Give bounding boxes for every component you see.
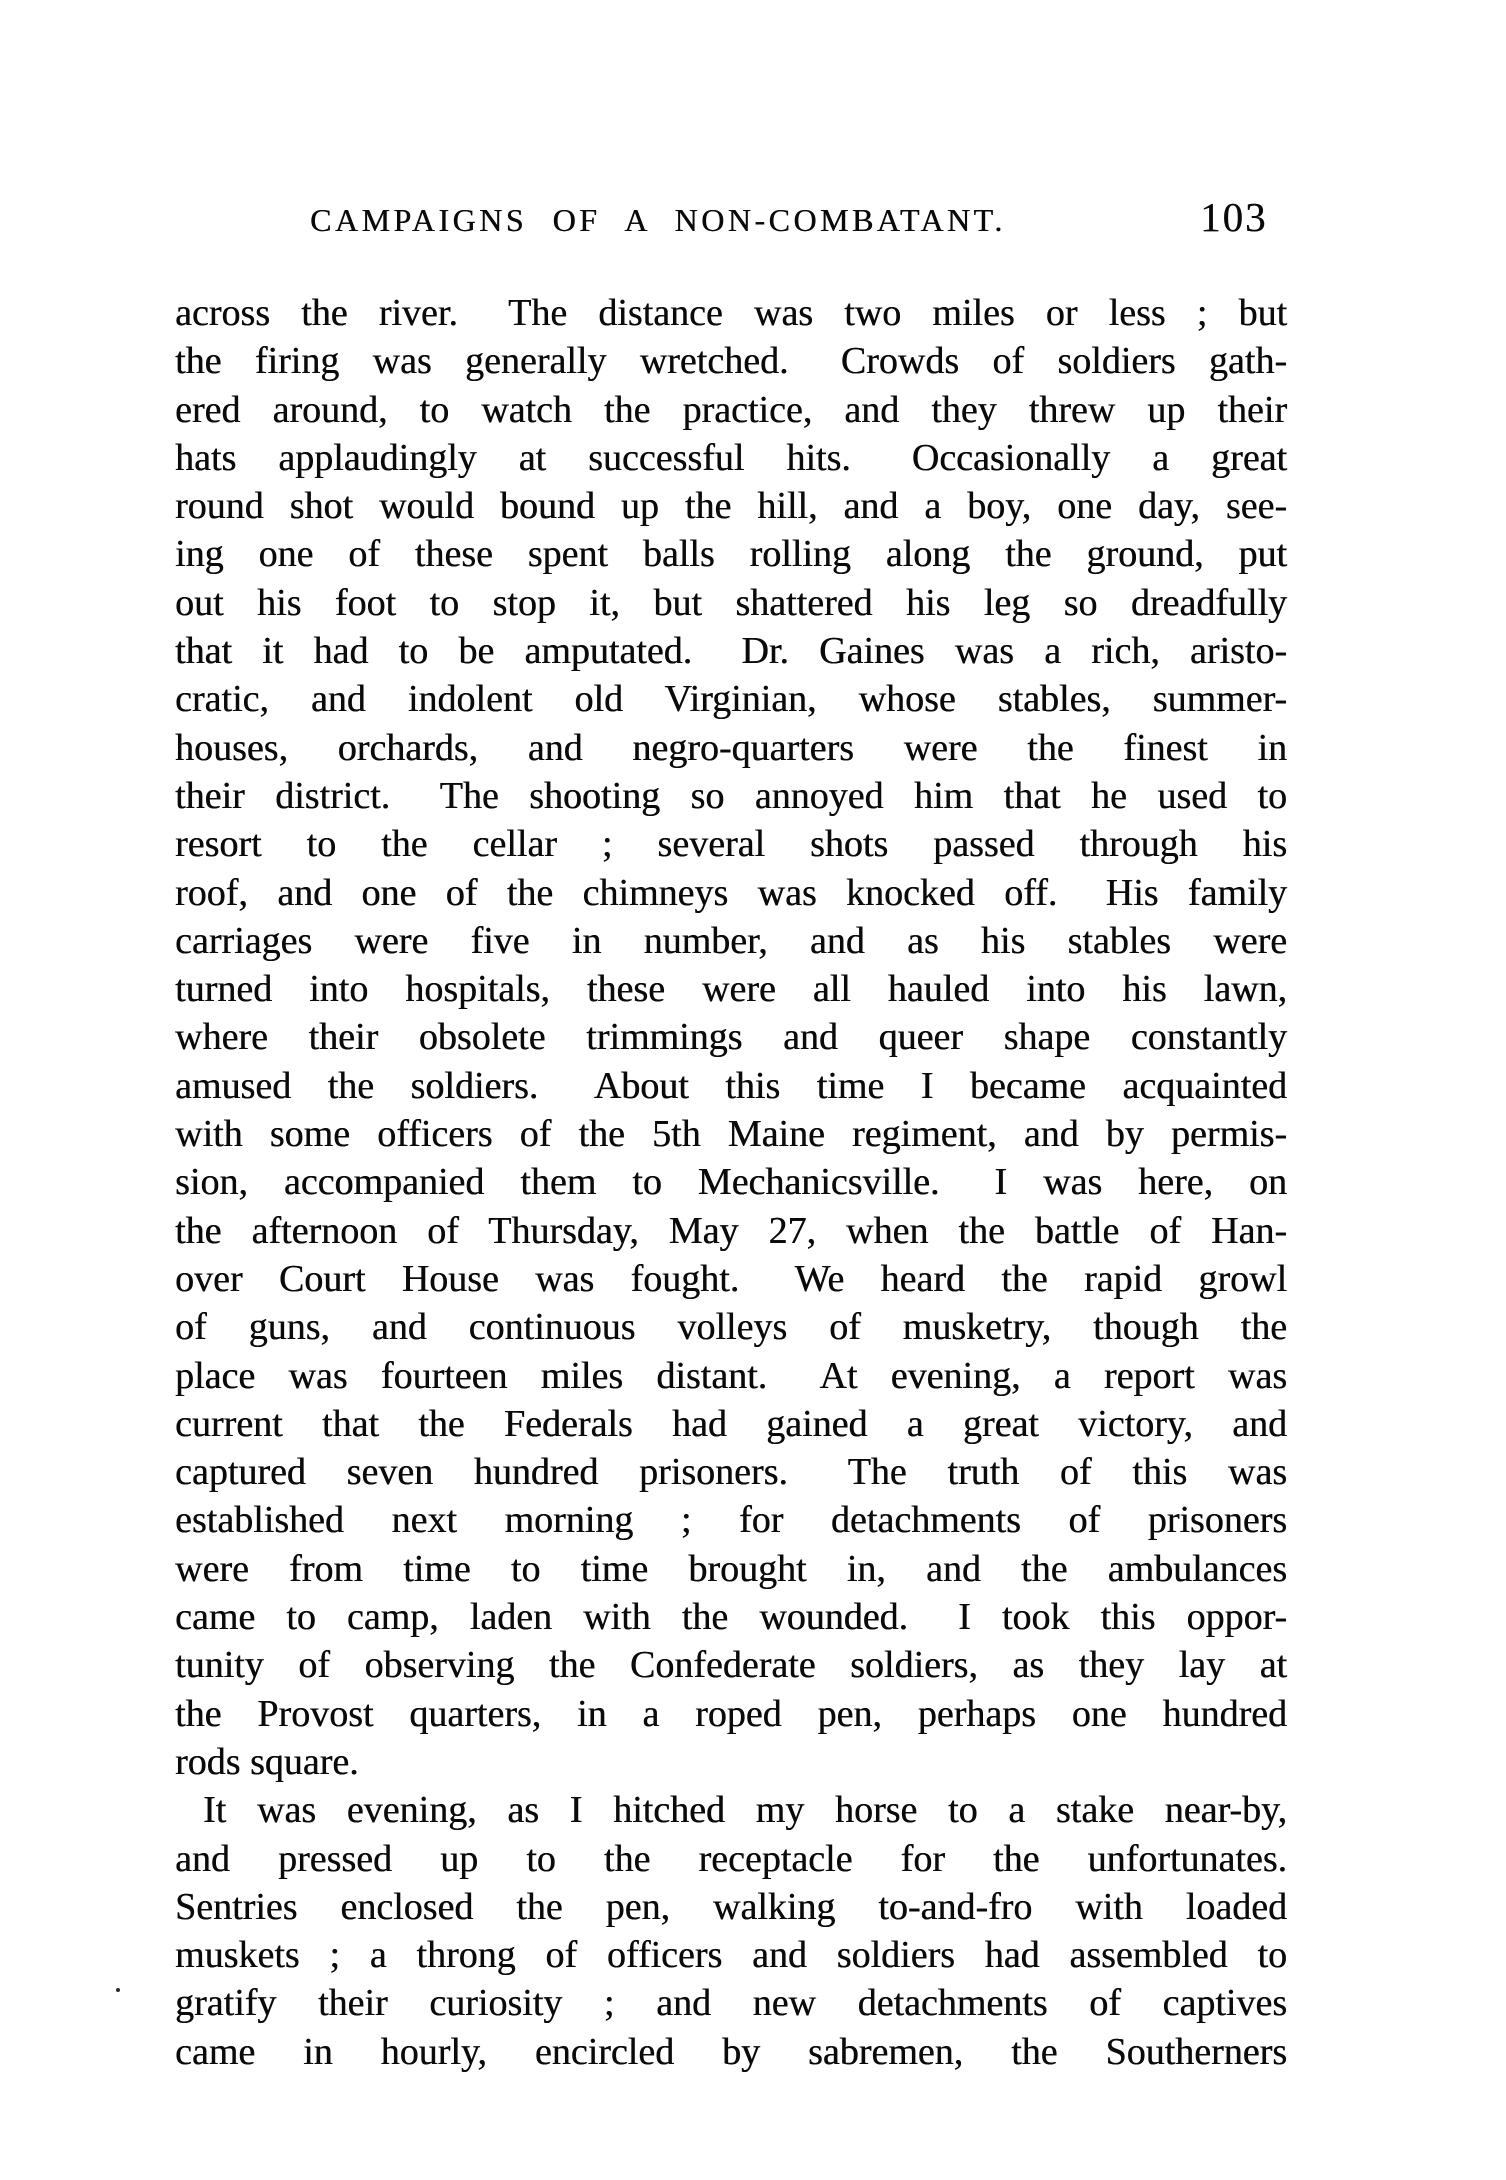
text-line: sion, accompanied them to Mechanicsville. I was here, on <box>175 1161 1287 1204</box>
text-line: roof, and one of the chimneys was knocked off. His family <box>175 871 1287 914</box>
text-line: place was fourteen miles distant. At evening, a report was <box>175 1354 1287 1397</box>
text-line: amused the soldiers. About this time I became acquainted <box>175 1064 1287 1107</box>
text-line: current that the Federals had gained a great victory, and <box>175 1402 1287 1445</box>
text-line: established next morning ; for detachments of prisoners <box>175 1499 1287 1542</box>
text-line: muskets ; a throng of officers and soldiers had assembled to <box>175 1934 1287 1977</box>
text-line: resort to the cellar ; several shots passed through his <box>175 823 1287 866</box>
text-line: round shot would bound up the hill, and a boy, one day, see- <box>175 485 1287 528</box>
text-line: and pressed up to the receptacle for the unfortunates. <box>175 1837 1287 1880</box>
text-line: the Provost quarters, in a roped pen, perhaps one hundred <box>175 1692 1287 1735</box>
text-line: turned into hospitals, these were all hauled into his lawn, <box>175 968 1287 1011</box>
text-line: the afternoon of Thursday, May 27, when the battle of Han- <box>175 1209 1287 1252</box>
text-line: houses, orchards, and negro-quarters were the finest in <box>175 726 1287 769</box>
text-line: hats applaudingly at successful hits. Occasionally a great <box>175 436 1287 479</box>
text-line: carriages were five in number, and as his stables were <box>175 919 1287 962</box>
text-line: that it had to be amputated. Dr. Gaines was a rich, aristo- <box>175 630 1287 673</box>
text-line: over Court House was fought. We heard the rapid growl <box>175 1257 1287 1300</box>
text-line: captured seven hundred prisoners. The truth of this was <box>175 1451 1287 1494</box>
text-line: ered around, to watch the practice, and they threw up their <box>175 388 1287 431</box>
text-line: the firing was generally wretched. Crowds of soldiers gath- <box>175 340 1287 383</box>
text-line: cratic, and indolent old Virginian, whose stables, summer- <box>175 678 1287 721</box>
paragraph <box>175 289 1287 1786</box>
text-line: across the river. The distance was two miles or less ; but <box>175 292 1287 334</box>
text-line: ing one of these spent balls rolling along the ground, put <box>175 533 1287 576</box>
text-line: It was evening, as I hitched my horse to a stake near-by, <box>203 1789 1287 1832</box>
text-line: rods square. <box>175 1740 359 1783</box>
text-line: with some officers of the 5th Maine regiment, and by permis- <box>175 1113 1287 1156</box>
text-line: came in hourly, encircled by sabremen, the Southerners <box>175 2030 1287 2073</box>
scan-artifact-speck <box>116 1988 120 1992</box>
page-number: 103 <box>1200 194 1268 240</box>
text-line: Sentries enclosed the pen, walking to-and-fro with loaded <box>175 1885 1287 1928</box>
text-line: came to camp, laden with the wounded. I took this oppor- <box>175 1596 1287 1639</box>
text-line: tunity of observing the Confederate soldiers, as they lay at <box>175 1644 1287 1687</box>
text-line: of guns, and continuous volleys of musketry, though the <box>175 1306 1287 1349</box>
text-line: their district. The shooting so annoyed him that he used to <box>175 774 1287 817</box>
running-header-title: CAMPAIGNS OF A NON-COMBATANT. <box>310 202 1006 238</box>
text-line: were from time to time brought in, and the ambulances <box>175 1547 1287 1590</box>
text-block <box>175 289 1287 2076</box>
text-line: where their obsolete trimmings and queer shape constantly <box>175 1016 1287 1059</box>
paragraph <box>175 1786 1287 2076</box>
text-line: gratify their curiosity ; and new detachments of captives <box>175 1982 1287 2025</box>
text-line: out his foot to stop it, but shattered his leg so dreadfully <box>175 581 1287 624</box>
